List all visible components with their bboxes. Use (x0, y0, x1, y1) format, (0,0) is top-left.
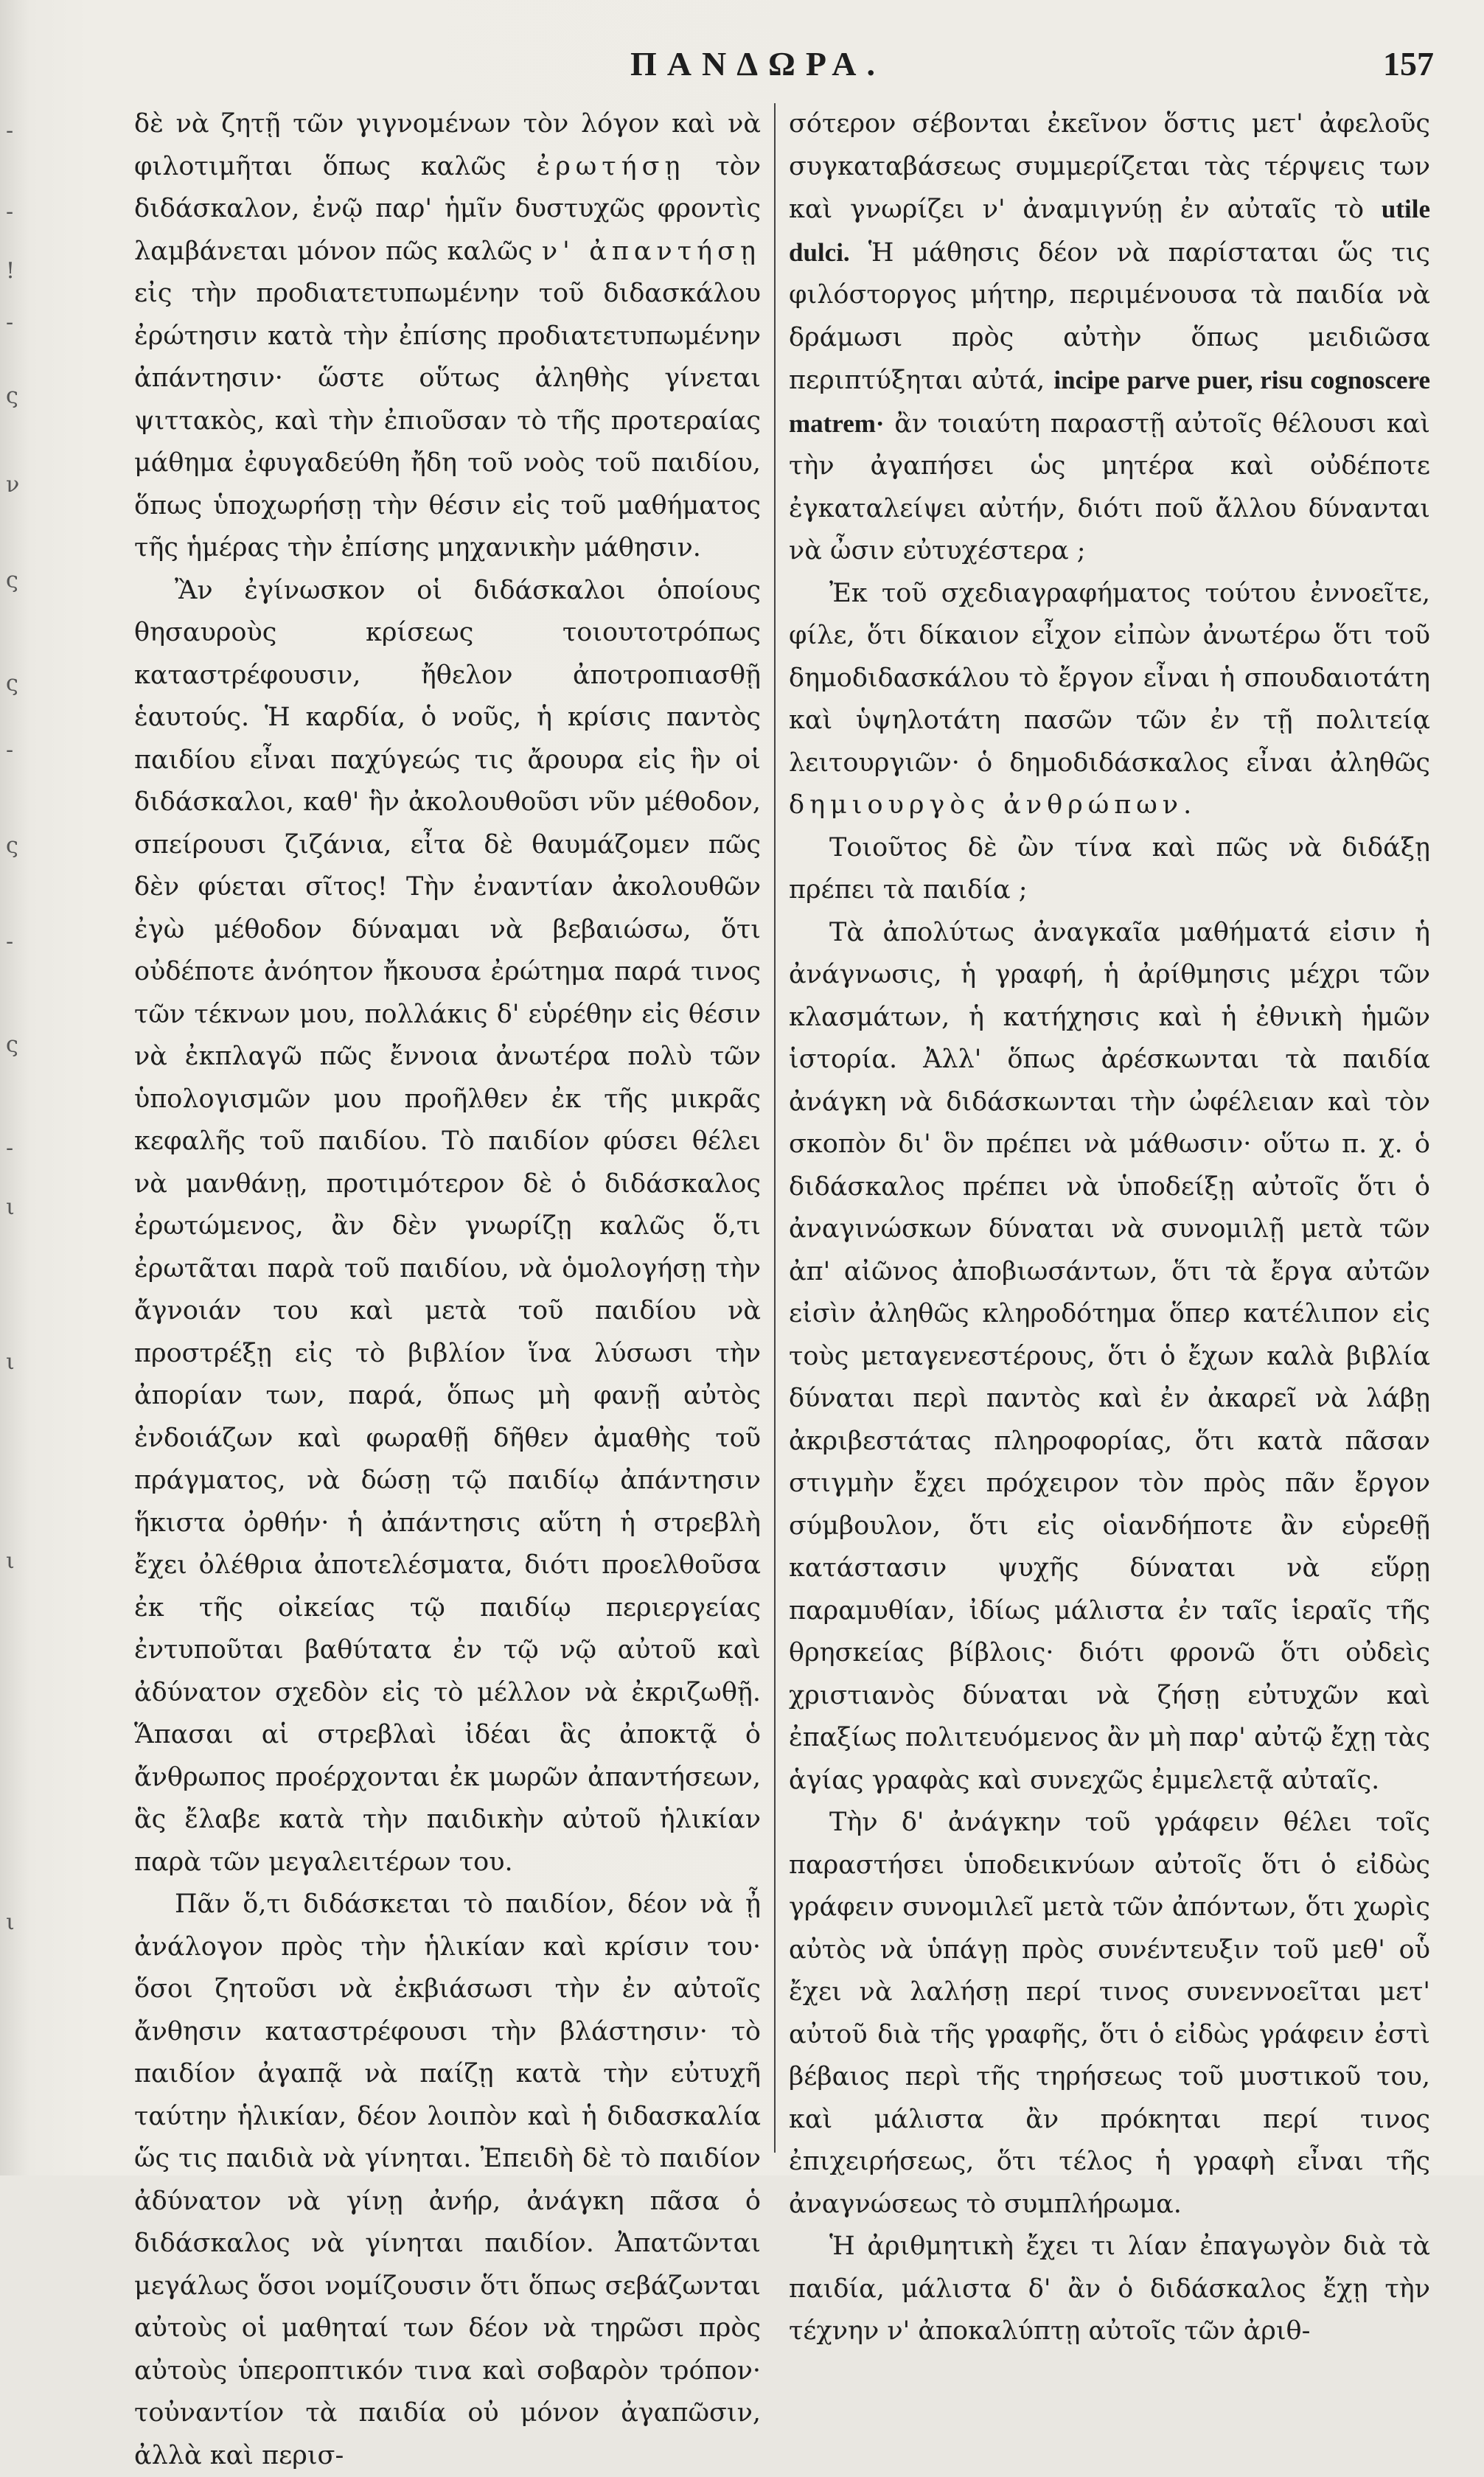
gutter-mark: - (6, 118, 14, 144)
page-header (129, 44, 1434, 103)
paragraph (789, 103, 1430, 573)
paragraph: Πᾶν ὅ,τι διδάσκεται τὸ παιδίον, δέον νὰ ᾖ ἀνάλογον πρὸς τὴν ἡλικίαν καὶ κρίσιν του· ὅσοι ζητοῦσι νὰ ἐκβιάσωσι τὴν ἐν αὐτοῖς ἄνθησιν καταστρέφουσι τὴν βλάστησιν· τὸ παιδίον ἀγαπᾷ νὰ παίζῃ κατὰ τὴν εὐτυχῆ ταύτην ἡλικίαν, δέον λοιπὸν καὶ ἡ διδασκαλία ὥς τις παιδιὰ νὰ γίνηται. Ἐπειδὴ δὲ τὸ παιδίον ἀδύνατον νὰ γίνῃ ἀνήρ, ἀνάγκη πᾶσα ὁ διδάσκαλος νὰ γίνηται παιδίον. Ἀπατῶνται μεγάλως ὅσοι νομίζουσιν ὅτι ὅπως σεβάζωνται αὐτοὺς οἱ μαθηταί των δέον νὰ τηρῶσι πρὸς αὐτοὺς ὑπεροπτικόν τινα καὶ σοβαρὸν τρόπον· τοὐναντίον τὰ παιδία οὐ μόνον ἀγαπῶσιν, ἀλλὰ καὶ περισ- (134, 1889, 761, 2470)
latin-quote: utile dulci. (789, 195, 1430, 267)
gutter-mark: - (6, 737, 14, 763)
gutter-mark: - (6, 199, 14, 225)
gutter-mark: - (6, 929, 14, 955)
paragraph-text: Ἡ μάθησις δέον νὰ παρίσταται ὥς τις φιλόστοργος μήτηρ, περιμένουσα τὰ παιδία νὰ δράμωσι πρὸς αὐτὴν ὅπως μειδιῶσα περιπτύξηται αὐτά, (789, 237, 1430, 395)
paragraph-text: ἂν τοιαύτη παραστῇ αὐτοῖς θέλουσι καὶ τὴν ἀγαπήσει ὡς μητέρα καὶ οὐδέποτε ἐγκαταλείψει αὐτήν, διότι ποῦ ἄλλου δύνανται νὰ ὦσιν εὐτυχέστερα ; (789, 408, 1430, 565)
paragraph: Τοιοῦτος δὲ ὢν τίνα καὶ πῶς νὰ διδάξῃ πρέπει τὰ παιδία ; (789, 832, 1430, 905)
gutter-mark: ι (6, 1194, 15, 1220)
running-title: ΠΑΝΔΩΡΑ. (630, 45, 885, 83)
paragraph-text: σότερον σέβονται ἐκεῖνον ὅστις μετ' ἀφελοῦς συγκαταβάσεως συμμερίζεται τὰς τέρψεις των καὶ γνωρίζει ν' ἀναμιγνύῃ ἐν αὐταῖς τὸ (789, 109, 1430, 224)
gutter-mark: ς (6, 1032, 18, 1058)
gutter-mark: ς (6, 568, 18, 593)
latin-quote: incipe parve puer, risu cognoscere matrem· (789, 366, 1430, 438)
paragraph: Ἡ ἀριθμητικὴ ἔχει τι λίαν ἐπαγωγὸν διὰ τὰ παιδία, μάλιστα δ' ἂν ὁ διδάσκαλος ἔχῃ τὴν τέχνην ν' ἀποκαλύπτῃ αὐτοῖς τῶν ἀριθ- (789, 2232, 1430, 2346)
column-divider (774, 103, 776, 2153)
gutter-mark: ς (6, 383, 18, 409)
paragraph-text: δὲ νὰ ζητῇ τῶν γιγνομένων τὸν λόγον καὶ νὰ φιλοτιμῆται ὅπως καλῶς (134, 109, 761, 181)
gutter-mark: ν (6, 472, 20, 498)
emphasized-text: ἐρωτήσῃ (536, 151, 686, 181)
left-column (134, 103, 761, 2470)
gutter-mark: - (6, 310, 14, 335)
previous-page-bleed (0, 88, 29, 2079)
gutter-mark: - (6, 1135, 14, 1161)
gutter-mark: ! (6, 258, 15, 284)
emphasized-text: δημιουργὸς ἀνθρώπων. (789, 790, 1197, 820)
emphasized-text: ν' ἀπαντήσῃ (541, 236, 761, 266)
paragraph-text: Ἐκ τοῦ σχεδιαγραφήματος τούτου ἐννοεῖτε, φίλε, ὅτι δίκαιον εἶχον εἰπὼν ἀνωτέρω ὅτι τοῦ δημοδιδασκάλου τὸ ἔργον εἶναι ἡ σπουδαιοτάτη καὶ ὑψηλοτάτη πασῶν τῶν ἐν τῇ πολιτείᾳ λειτουργιῶν· ὁ δημοδιδάσκαλος εἶναι ἀληθῶς (789, 578, 1430, 778)
gutter-mark: ς (6, 833, 18, 859)
page-number: 157 (1383, 45, 1434, 83)
paragraph-text: εἰς τὴν προδιατετυπωμένην τοῦ διδασκάλου ἐρώτησιν κατὰ τὴν ἐπίσης προδιατετυπωμένην ἀπάντησιν· ὥστε οὕτως ἀληθὴς γίνεται ψιττακὸς, καὶ τὴν ἐπιοῦσαν τὸ τῆς προτεραίας μάθημα ἐφυγαδεύθη ἤδη τοῦ νοὸς τοῦ παιδίου, ὅπως ὑποχωρήσῃ τὴν θέσιν εἰς τοῦ μαθήματος τῆς ἡμέρας τὴν ἐπίσης μηχανικὴν μάθησιν. (134, 279, 761, 562)
gutter-mark: ι (6, 1909, 15, 1935)
paragraph: Τὴν δ' ἀνάγκην τοῦ γράφειν θέλει τοῖς παραστήσει ὑποδεικνύων αὐτοῖς ὅτι ὁ εἰδὼς γράφειν συνομιλεῖ μετὰ τῶν ἀπόντων, ὅτι χωρὶς αὐτὸς νὰ ὑπάγῃ πρὸς συνέντευξιν τοῦ μεθ' οὗ ἔχει νὰ λαλήσῃ περί τινος συνεννοεῖται μετ' αὐτοῦ διὰ τῆς γραφῆς, ὅτι ὁ εἰδὼς γράφειν ἐστὶ βέβαιος περὶ τῆς τηρήσεως τοῦ μυστικοῦ του, καὶ μάλιστα ἂν πρόκηται περί τινος ἐπιχειρήσεως, ὅτι τέλος ἡ γραφὴ εἶναι τῆς ἀναγνώσεως τὸ συμπλήρωμα. (789, 1808, 1430, 2219)
gutter-mark: ς (6, 671, 18, 697)
paragraph: Ἂν ἐγίνωσκον οἱ διδάσκαλοι ὁποίους θησαυροὺς κρίσεως τοιουτοτρόπως καταστρέφουσιν, ἤθελον ἀποτροπιασθῇ ἑαυτούς. Ἡ καρδία, ὁ νοῦς, ἡ κρίσις παντὸς παιδίου εἶναι παχύγεώς τις ἄρουρα εἰς ἣν οἱ διδάσκαλοι, καθ' ἣν ἀκολουθοῦσι νῦν μέθοδον, σπείρουσι ζιζάνια, εἶτα δὲ θαυμάζομεν πῶς δὲν φύεται σῖτος! Τὴν ἐναντίαν ἀκολουθῶν ἐγὼ μέθοδον δύναμαι νὰ βεβαιώσω, ὅτι οὐδέποτε ἀνόητον ἤκουσα ἐρώτημα παρά τινος τῶν τέκνων μου, πολλάκις δ' εὑρέθην εἰς θέσιν νὰ ἐκπλαγῶ πῶς ἔννοια ἀνωτέρα πολὺ τῶν ὑπολογισμῶν μου προῆλθεν ἐκ τῆς μικρᾶς κεφαλῆς τοῦ παιδίου. Τὸ παιδίον φύσει θέλει νὰ μανθάνῃ, προτιμότερον δὲ ὁ διδάσκαλος ἐρωτώμενος, ἂν δὲν γνωρίζῃ καλῶς ὅ,τι ἐρωτᾶται παρὰ τοῦ παιδίου, νὰ ὁμολογήσῃ τὴν ἄγνοιάν του καὶ μετὰ τοῦ παιδίου νὰ προστρέξῃ εἰς τὸ βιβλίον ἵνα λύσωσι τὴν ἀπορίαν των, παρά, ὅπως μὴ φανῇ αὐτὸς ἐνδοιάζων καὶ φωραθῇ δῆθεν ἀμαθὴς τοῦ πράγματος, νὰ δώσῃ τῷ παιδίῳ ἀπάντησιν ἥκιστα ὀρθήν· ἡ ἀπάντησις αὕτη ἡ στρεβλὴ ἔχει ὀλέθρια ἀποτελέσματα, διότι προελθοῦσα ἐκ τῆς οἰκείας τῷ παιδίῳ περιεργείας ἐντυποῦται βαθύτατα ἐν τῷ νῷ αὐτοῦ καὶ ἀδύνατον σχεδὸν εἰς τὸ μέλλον νὰ ἐκριζωθῇ. Ἅπασαι αἱ στρεβλαὶ ἰδέαι ἃς ἀποκτᾷ ὁ ἄνθρωπος προέρχονται ἐκ μωρῶν ἀπαντήσεων, ἃς ἔλαβε κατὰ τὴν παιδικὴν αὐτοῦ ἡλικίαν παρὰ τῶν μεγαλειτέρων του. (134, 575, 761, 1877)
gutter-mark: ι (6, 1349, 15, 1375)
right-column (789, 103, 1430, 2346)
paragraph: Τὰ ἀπολύτως ἀναγκαῖα μαθήματά εἰσιν ἡ ἀνάγνωσις, ἡ γραφή, ἡ ἀρίθμησις μέχρι τῶν κλασμάτων, ἡ κατήχησις καὶ ἡ ἐθνικὴ ἡμῶν ἱστορία. Ἀλλ' ὅπως ἀρέσκωνται τὰ παιδία ἀνάγκη νὰ διδάσκωνται τὴν ὠφέλειαν καὶ τὸν σκοπὸν δι' ὃν πρέπει νὰ μάθωσιν· οὕτω π. χ. ὁ διδάσκαλος πρέπει νὰ ὑποδείξῃ αὐτοῖς ὅτι ὁ ἀναγινώσκων δύναται νὰ συνομιλῇ μετὰ τῶν ἀπ' αἰῶνος ἀποβιωσάντων, ὅτι τὰ ἔργα αὐτῶν εἰσὶν ἀληθῶς κληροδότημα ὅπερ κατέλιπον εἰς τοὺς μεταγενεστέρους, ὅτι ὁ ἔχων καλὰ βιβλία δύναται περὶ παντὸς καὶ ἐν ἀκαρεῖ νὰ λάβῃ ἀκριβεστάτας πληροφορίας, ὅτι κατὰ πᾶσαν στιγμὴν ἔχει πρόχειρον τὸν πρὸς πᾶν ἔργον σύμβουλον, ὅτι εἰς οἱανδήποτε ἂν εὑρεθῇ κατάστασιν ψυχῆς δύναται νὰ εὕρῃ παραμυθίαν, ἰδίως μάλιστα ἐν ταῖς ἱεραῖς τῆς θρησκείας βίβλοις· διότι φρονῶ ὅτι οὐδεὶς χριστιανὸς δύναται νὰ ζήσῃ εὐτυχῶν καὶ ἐπαξίως πολιτευόμενος ἂν μὴ παρ' αὐτῷ ἔχῃ τὰς ἁγίας γραφὰς καὶ συνεχῶς ἐμμελετᾷ αὐταῖς. (789, 917, 1430, 1795)
paragraph (789, 573, 1430, 827)
paragraph (134, 103, 761, 570)
gutter-mark: ι (6, 1548, 15, 1574)
paragraph-text: τὸν διδάσκαλον, ἐνῷ παρ' ἡμῖν δυστυχῶς φροντὶς λαμβάνεται μόνον πῶς καλῶς (134, 151, 761, 266)
